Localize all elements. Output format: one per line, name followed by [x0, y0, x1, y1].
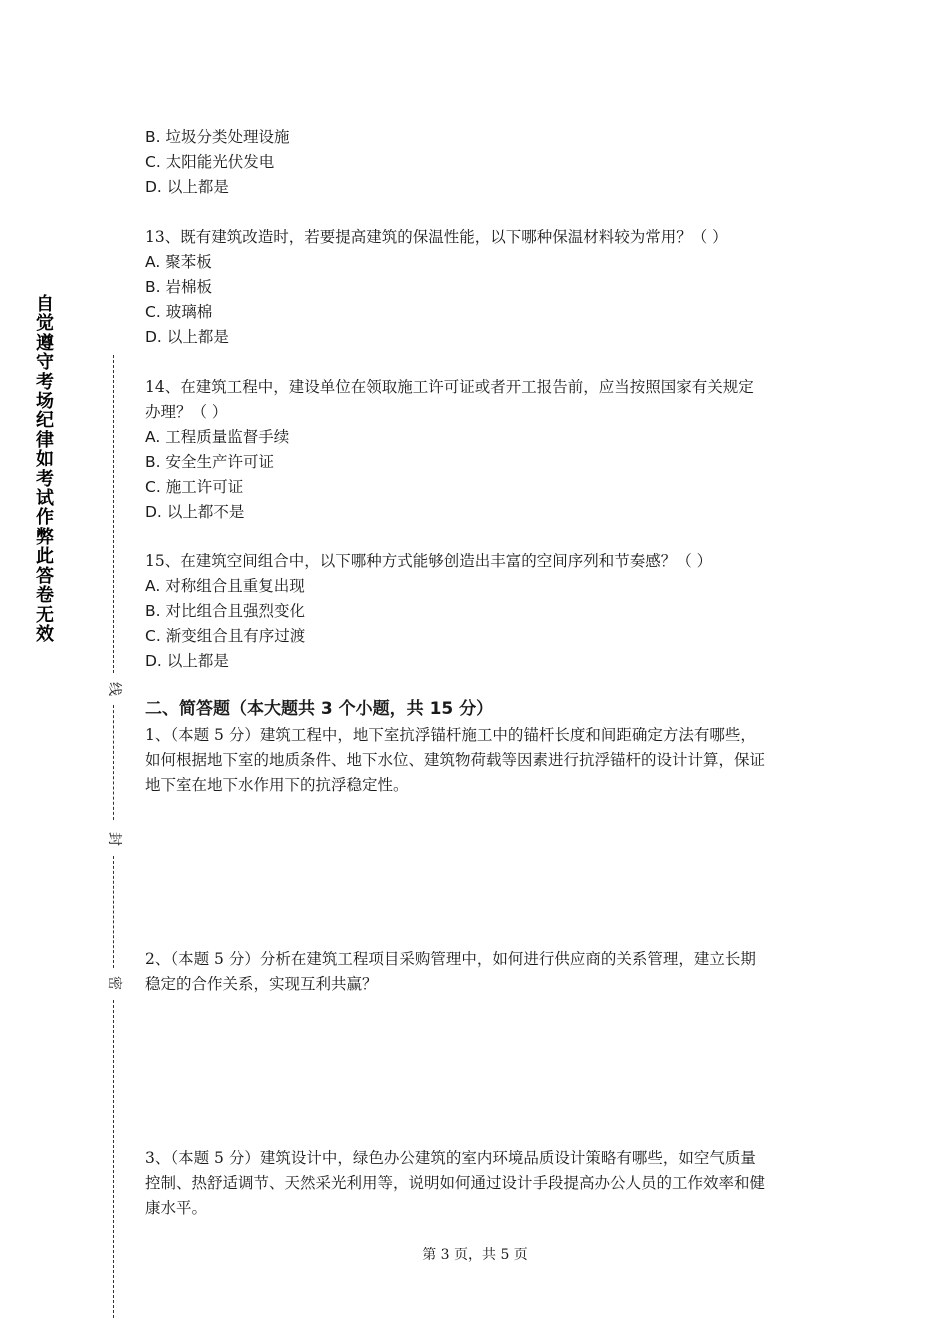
q14-option-a: A. 工程质量监督手续 [145, 428, 290, 446]
exam-discipline-notice [33, 295, 57, 644]
binding-dashed-line [113, 1000, 114, 1318]
q12-option-d: D. 以上都是 [145, 178, 229, 196]
notice-char: 守 [36, 352, 54, 374]
notice-char: 作 [36, 507, 54, 529]
page-number-footer: 第 3 页，共 5 页 [422, 1247, 528, 1263]
sa-q3-line3: 康水平。 [145, 1199, 208, 1217]
binding-label-secret: 密 [106, 976, 122, 990]
notice-char: 考 [36, 371, 54, 393]
q13-option-b: B. 岩棉板 [145, 278, 213, 296]
q12-option-b: B. 垃圾分类处理设施 [145, 128, 290, 146]
notice-char: 试 [36, 488, 54, 510]
sa-q2-line1: 2、（本题 5 分）分析在建筑工程项目采购管理中，如何进行供应商的关系管理，建立长期 [145, 950, 756, 968]
q14-stem-line2: 办理？（ ） [145, 403, 228, 421]
q13-option-c: C. 玻璃棉 [145, 303, 213, 321]
q14-option-c: C. 施工许可证 [145, 478, 244, 496]
notice-char: 无 [36, 604, 54, 626]
notice-char: 卷 [36, 585, 54, 607]
notice-char: 遵 [36, 332, 54, 354]
sa-q3-line1: 3、（本题 5 分）建筑设计中，绿色办公建筑的室内环境品质设计策略有哪些，如空气质量 [145, 1149, 756, 1167]
notice-char: 如 [36, 449, 54, 471]
q15-option-b: B. 对比组合且强烈变化 [145, 602, 306, 620]
q14-option-b: B. 安全生产许可证 [145, 453, 275, 471]
q13-stem: 13、既有建筑改造时，若要提高建筑的保温性能，以下哪种保温材料较为常用？（ ） [145, 228, 728, 246]
q12-option-c: C. 太阳能光伏发电 [145, 153, 275, 171]
notice-char: 效 [36, 623, 54, 645]
sa-q1-line2: 如何根据地下室的地质条件、地下水位、建筑物荷载等因素进行抗浮锚杆的设计计算，保证 [145, 751, 766, 769]
binding-label-seal: 封 [106, 832, 122, 846]
q14-option-d: D. 以上都不是 [145, 503, 245, 521]
notice-char: 自 [36, 294, 54, 315]
notice-char: 答 [36, 565, 54, 587]
binding-dashed-line [113, 856, 114, 968]
q15-option-d: D. 以上都是 [145, 652, 229, 670]
notice-char: 弊 [36, 526, 54, 548]
notice-char: 律 [36, 429, 54, 451]
q13-option-a: A. 聚苯板 [145, 253, 212, 271]
binding-dashed-line [113, 355, 114, 673]
notice-char: 纪 [36, 410, 54, 432]
notice-char: 场 [36, 391, 54, 413]
q15-option-c: C. 渐变组合且有序过渡 [145, 627, 306, 645]
sa-q1-line3: 地下室在地下水作用下的抗浮稳定性。 [145, 776, 409, 794]
q14-stem-line1: 14、在建筑工程中，建设单位在领取施工许可证或者开工报告前，应当按照国家有关规定 [145, 378, 754, 396]
q13-option-d: D. 以上都是 [145, 328, 229, 346]
sa-q2-line2: 稳定的合作关系，实现互利共赢？ [145, 975, 378, 993]
sa-q1-line1: 1、（本题 5 分）建筑工程中，地下室抗浮锚杆施工中的锚杆长度和间距确定方法有哪些， [145, 726, 756, 744]
notice-char: 觉 [36, 313, 54, 335]
notice-char: 此 [36, 546, 54, 568]
notice-char: 考 [36, 468, 54, 490]
q15-stem: 15、在建筑空间组合中，以下哪种方式能够创造出丰富的空间序列和节奏感？（ ） [145, 552, 713, 570]
binding-dashed-line [113, 705, 114, 820]
section-title-short-answer: 二、简答题（本大题共 3 个小题，共 15 分） [145, 699, 494, 719]
q15-option-a: A. 对称组合且重复出现 [145, 577, 305, 595]
binding-label-line: 线 [106, 682, 122, 696]
sa-q3-line2: 控制、热舒适调节、天然采光利用等，说明如何通过设计手段提高办公人员的工作效率和健 [145, 1174, 766, 1192]
